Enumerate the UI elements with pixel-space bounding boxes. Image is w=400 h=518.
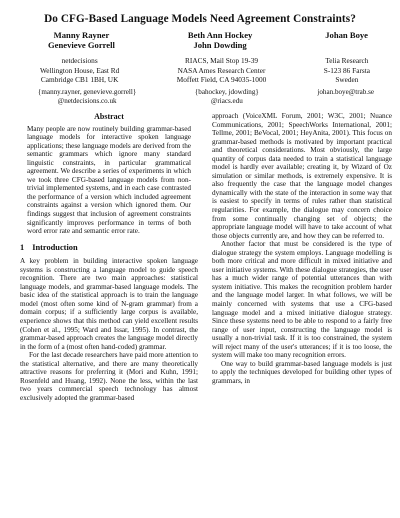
affiliation-line: Wellington House, East Rd xyxy=(40,65,120,75)
section-number: 1 xyxy=(20,242,25,252)
email-block xyxy=(38,88,374,106)
email-line: {manny.rayner, genevieve.gorrell} xyxy=(38,88,137,96)
body-paragraph: For the last decade researchers have paid more attention to the statistical alternative, and there are many theoretically attractive reasons for preferring it (Mori and Kuhn, 1991; Rosenfeld and Huang, 1992). None the less, within the last two years commercial speech technology has almost exclusively adopted the grammar-based xyxy=(20,351,198,402)
affiliation-line: NASA Ames Research Center xyxy=(177,65,266,75)
author-block xyxy=(48,30,368,50)
email-line: @riacs.edu xyxy=(210,97,243,105)
body-paragraph: A key problem in building interactive spoken language systems is constructing a language model to guide speech recognition. There are two main approaches: statistical language models, and grammar-based language models. The basic idea of the statistical approach is to train the language model (most often some kind of N-gram grammar) from a domain corpus; if a sufficiently large corpus is available, experience shows that this method can yield excellent results (Cohen et al., 1995; Ward and Issar, 1995). In contrast, the grammar-based approach creates the language model directly in the form of a (most often hand-coded) grammar. xyxy=(20,257,198,351)
paper-title: Do CFG-Based Language Models Need Agreement Constraints? xyxy=(44,13,356,25)
affiliation-line: netdecisions xyxy=(61,56,98,65)
affiliation-block xyxy=(40,56,370,85)
abstract-heading: Abstract xyxy=(94,112,124,121)
affiliation-line: Moffett Field, CA 94035-1000 xyxy=(176,75,267,85)
affiliation-2 xyxy=(177,56,266,85)
body-paragraph: Another factor that must be considered is the type of dialogue strategy the system employs. Language modelling is both more critical and more difficult in mixed initiative and user initiative systems. With these dialogue strategies, the user has a much wider range of potential utterances than with system initiative. This makes the recognition problem harder and the language model larger. In what follows, we will be mainly concerned with systems that use a CFG-based language model and a mixed initiative dialogue strategy. Since these systems need to be able to respond to a fairly free range of user input, constructing the language model is usually a non-trivial task. If it is too constrained, the system will reject many of the user's utterances; if it is too loose, the system will make too many recognition errors. xyxy=(212,240,392,360)
email-line: johan.boye@trab.se xyxy=(317,88,374,96)
left-column xyxy=(20,113,198,403)
right-column xyxy=(212,112,392,386)
affiliation-line: S-123 86 Farsta xyxy=(323,65,370,75)
affiliation-line: Sweden xyxy=(335,75,359,85)
email-line: @netdecisions.co.uk xyxy=(57,97,117,105)
author-name: Johan Boye xyxy=(325,30,368,40)
author-name: Manny Rayner xyxy=(53,30,110,40)
author-name: Genevieve Gorrell xyxy=(48,40,115,50)
affiliation-line: RIACS, Mail Stop 19-39 xyxy=(185,56,258,65)
author-group-2 xyxy=(188,30,252,50)
section-heading xyxy=(20,244,198,253)
section-title: Introduction xyxy=(32,242,78,252)
author-group-1 xyxy=(48,30,115,50)
affiliation-line: Telia Research xyxy=(325,56,369,65)
author-name: Beth Ann Hockey xyxy=(187,30,253,40)
affiliation-line: Cambridge CB1 1BH, UK xyxy=(40,75,119,85)
email-2 xyxy=(195,88,259,106)
abstract-text: Many people are now routinely building grammar-based language models for interactive spoken language applications; these language models are derived from the semantic grammars which ignore many standard linguistic constraints, in particular grammatical agreement. We describe a series of experiments in which we took three CFG-based language models from non-trivial implemented systems, and in each case contrasted the performance of a version which included agreement constraints against a version which ignored them. Our findings suggest that inclusion of agreement constraints significantly improves performance in terms of both word error rate and semantic error rate. xyxy=(27,124,191,236)
body-paragraph: One way to build grammar-based language models is just to apply the techniques developed for building other types of grammars, in xyxy=(212,359,392,385)
affiliation-1 xyxy=(40,56,119,85)
email-1 xyxy=(38,88,136,106)
body-paragraph: approach (VoiceXML Forum, 2001; W3C, 2001; Nuance Communications, 2001; SpeechWorks International, 2001; Tellme, 2001; BeVocal, 2001; HeyAnita, 2001). This focus on grammar-based methods is motivated by important practical and theoretical considerations. Most obviously, the large quantity of corpus data needed to train a statistical language model is hardly ever available; creating it, by Wizard of Oz simulation or similar methods, is extremely expensive. It is also frequently the case that the language model changes dynamically with the state of the interaction in some way that is easiest to specify in terms of rules rather than statistical regularities. For example, the dialogue may concern choice from some continually changing set of objects; the appropriate language model will have to take account of what those objects currently are, and how they can be referred to. xyxy=(212,112,392,240)
affiliation-3 xyxy=(324,56,370,85)
author-name: John Dowding xyxy=(193,40,247,50)
author-group-3 xyxy=(325,30,368,50)
email-line: {bahockey, jdowding} xyxy=(194,88,259,96)
email-3 xyxy=(317,88,374,106)
